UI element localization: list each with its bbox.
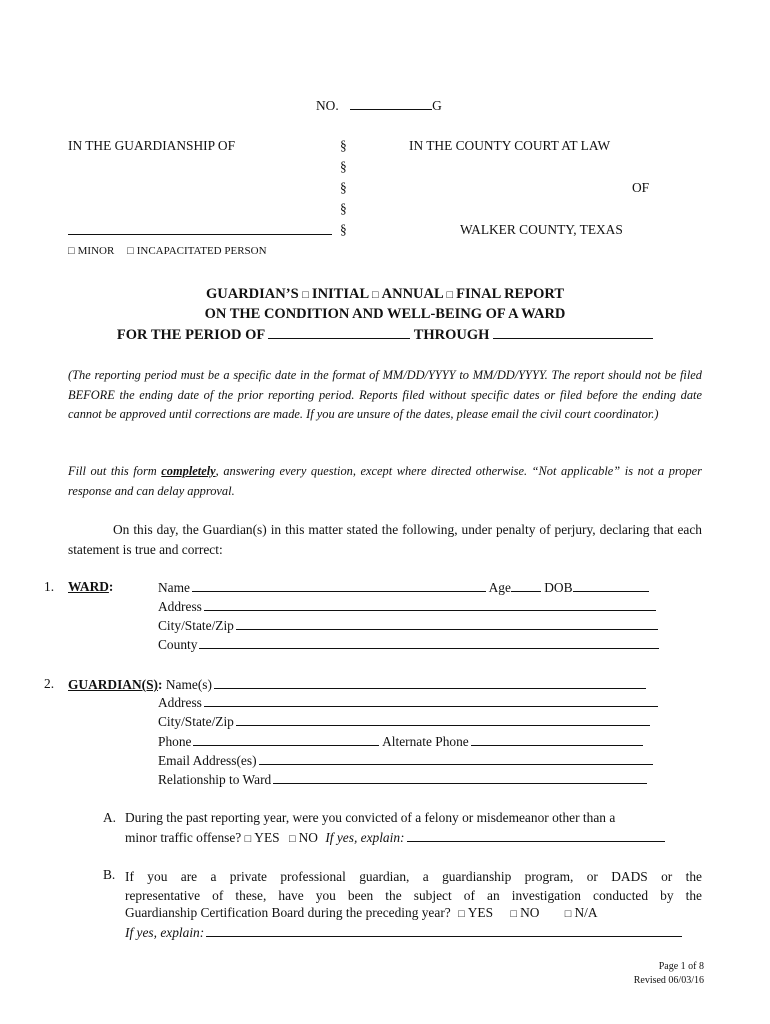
ward-name-field[interactable] xyxy=(192,579,486,592)
section-mark: § xyxy=(340,180,347,195)
guardian-phone-row: Phone Alternate Phone xyxy=(158,733,643,750)
caption-county: WALKER COUNTY, TEXAS xyxy=(460,222,623,237)
annual-checkbox[interactable]: □ ANNUAL xyxy=(371,286,443,302)
initial-checkbox[interactable]: □ INITIAL xyxy=(302,286,369,302)
page-number: Page 1 of 8 xyxy=(658,961,704,972)
perjury-statement: On this day, the Guardian(s) in this matter stated the following, under penalty of perjury, declaring that each statement is true and correct: xyxy=(68,522,702,557)
question-b-answer-row: Guardianship Certification Board during the preceding year? □ YES □ NO □ N/A xyxy=(125,905,598,920)
question-a-yes-checkbox[interactable]: □ YES xyxy=(244,830,280,845)
ward-number: 1. xyxy=(44,579,55,594)
ward-address-field[interactable] xyxy=(204,598,656,611)
section-mark: § xyxy=(340,159,347,174)
incapacitated-checkbox[interactable]: □ INCAPACITATED PERSON xyxy=(127,245,267,257)
ward-age-field[interactable] xyxy=(511,579,541,592)
question-b-explain-field[interactable] xyxy=(206,924,682,937)
fill-instructions: Fill out this form completely, answering every question, except where directed otherwise. “Not applicable” is not a proper response and can delay approval. xyxy=(68,464,702,498)
case-number-label: NO. xyxy=(316,98,339,113)
guardian-city-field[interactable] xyxy=(236,713,650,726)
caption-court: IN THE COUNTY COURT AT LAW xyxy=(409,138,611,153)
minor-checkbox[interactable]: □ MINOR xyxy=(68,245,115,257)
guardian-email-row: Email Address(es) xyxy=(158,752,653,769)
question-a-text: During the past reporting year, were you convicted of a felony or misdemeanor other than a xyxy=(125,810,616,825)
section-mark: § xyxy=(340,138,347,153)
guardian-names-field[interactable] xyxy=(214,676,646,689)
ward-city-row: City/State/Zip xyxy=(158,617,658,634)
report-title-line1: GUARDIAN’S □ INITIAL □ ANNUAL □ FINAL REPORT xyxy=(205,286,564,302)
question-a-explain-field[interactable] xyxy=(407,829,665,842)
final-checkbox[interactable]: □ FINAL REPORT xyxy=(446,286,564,302)
case-number xyxy=(316,97,442,114)
ward-heading: WARD: xyxy=(68,579,114,594)
guardian-relationship-row: Relationship to Ward xyxy=(158,771,647,788)
question-b-no-checkbox[interactable]: □ NO xyxy=(510,905,540,920)
ward-name-row: Name Age DOB xyxy=(158,579,649,596)
guardian-relationship-field[interactable] xyxy=(273,771,647,784)
question-a-letter: A. xyxy=(103,810,117,825)
ward-type-options xyxy=(68,245,267,257)
question-b-text-line2: representative of these, have you been the subject of an investigation conducted by the xyxy=(125,888,702,903)
report-title-line3: FOR THE PERIOD OF THROUGH xyxy=(0,326,770,344)
question-a-no-checkbox[interactable]: □ NO xyxy=(288,830,318,845)
ward-city-field[interactable] xyxy=(236,617,658,630)
guardian-alt-phone-field[interactable] xyxy=(471,733,643,746)
guardian-city-row: City/State/Zip xyxy=(158,713,650,730)
page-footer xyxy=(634,960,704,988)
caption-of: OF xyxy=(632,180,650,195)
caption-left-title: IN THE GUARDIANSHIP OF xyxy=(68,138,236,153)
guardian-phone-field[interactable] xyxy=(193,733,379,746)
guardian-number: 2. xyxy=(44,676,55,691)
revision-date: Revised 06/03/16 xyxy=(633,975,704,986)
section-mark: § xyxy=(340,222,347,237)
question-b-yes-checkbox[interactable]: □ YES xyxy=(458,905,494,920)
section-mark: § xyxy=(340,201,347,216)
case-number-field[interactable] xyxy=(350,97,432,110)
ward-address-row: Address xyxy=(158,598,656,615)
question-b-explain-row: If yes, explain: xyxy=(125,924,682,941)
guardian-email-field[interactable] xyxy=(259,752,653,765)
case-number-suffix: G xyxy=(432,98,442,113)
guardian-address-field[interactable] xyxy=(204,694,658,707)
report-title-line2: ON THE CONDITION AND WELL-BEING OF A WARD xyxy=(204,306,566,322)
ward-county-field[interactable] xyxy=(199,636,659,649)
ward-county-row: County xyxy=(158,636,659,653)
guardian-names-row: GUARDIAN(S): Name(s) xyxy=(68,676,646,693)
question-b-letter: B. xyxy=(103,867,116,882)
question-a-answer-row: minor traffic offense? □ YES □ NO If yes, explain: xyxy=(125,829,665,846)
guardian-address-row: Address xyxy=(158,694,658,711)
question-b-text-line1: If you are a private professional guardian, a guardianship program, or DADS or the xyxy=(125,869,702,884)
period-instructions: (The reporting period must be a specific date in the format of MM/DD/YYYY to MM/DD/YYYY. The report should not be filed BEFORE the ending date of the prior reporting period. Reports filed without specific dates or filed before the ending date cannot be approved until corrections are made. If you are unsure of the dates, please email the civil court coordinator.) xyxy=(68,368,702,421)
period-end-field[interactable] xyxy=(493,326,653,339)
ward-dob-field[interactable] xyxy=(573,579,649,592)
question-b-na-checkbox[interactable]: □ N/A xyxy=(564,905,598,920)
ward-name-line[interactable] xyxy=(68,222,332,239)
period-start-field[interactable] xyxy=(268,326,410,339)
